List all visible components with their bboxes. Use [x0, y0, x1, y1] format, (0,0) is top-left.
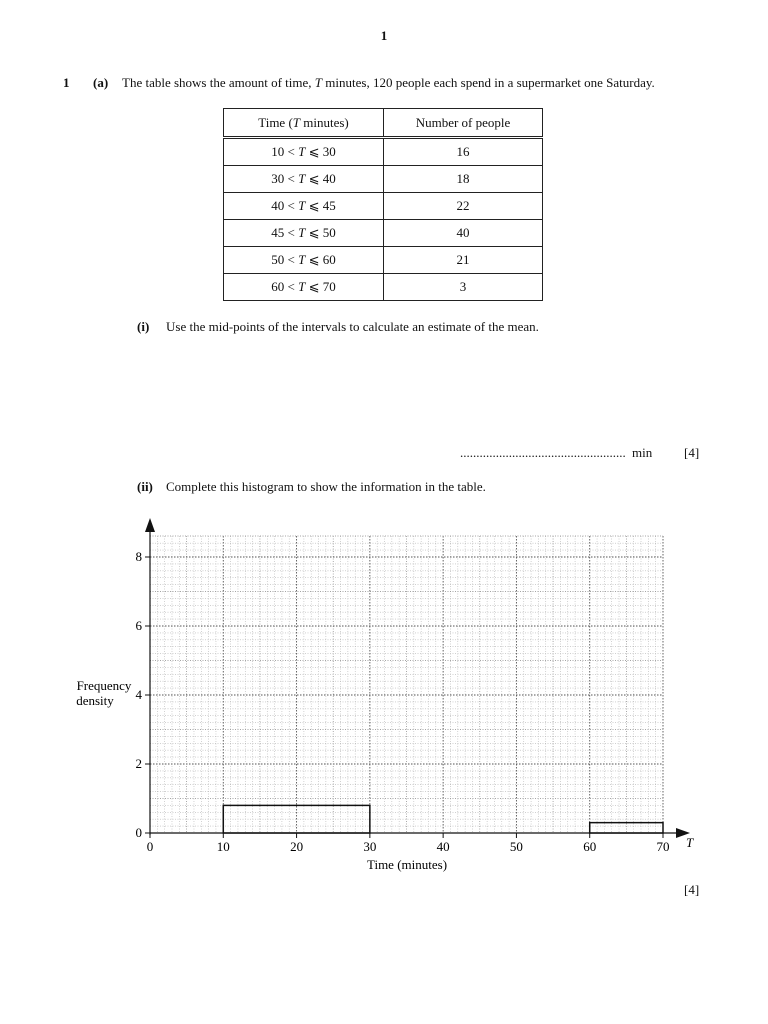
y-axis-arrow-icon [145, 518, 155, 532]
header-time: Time (T minutes) [224, 109, 384, 138]
answer-dots[interactable]: ................................................... [460, 445, 626, 460]
x-axis-label: Time (minutes) [366, 857, 448, 872]
x-tick-label: 30 [363, 839, 377, 854]
people-count-cell: 22 [384, 193, 543, 220]
x-axis-variable: T [686, 835, 694, 850]
x-tick-label: 20 [290, 839, 304, 854]
y-tick-label: 8 [135, 549, 142, 564]
time-interval-cell: 50 < T ⩽ 60 [224, 247, 384, 274]
part-i-label: (i) [137, 319, 150, 334]
part-i-marks: [4] [684, 445, 700, 460]
answer-unit: min [632, 445, 653, 460]
page-number: 1 [380, 28, 388, 43]
part-ii-marks: [4] [684, 882, 700, 897]
people-count-cell: 40 [384, 220, 543, 247]
time-interval-cell: 60 < T ⩽ 70 [224, 274, 384, 301]
question-number: 1 [63, 75, 70, 90]
time-interval-cell: 40 < T ⩽ 45 [224, 193, 384, 220]
question-text-variable: T [314, 75, 323, 90]
header-people: Number of people [384, 109, 543, 138]
x-tick-label: 50 [509, 839, 523, 854]
x-tick-label: 70 [656, 839, 670, 854]
people-count-cell: 18 [384, 166, 543, 193]
x-tick-label: 40 [436, 839, 450, 854]
question-part-label: (a) [93, 75, 109, 90]
chart-axes [145, 518, 690, 838]
people-count-cell: 3 [384, 274, 543, 301]
question-text-start: The table shows the amount of time, [122, 75, 315, 90]
time-interval-cell: 30 < T ⩽ 40 [224, 166, 384, 193]
part-i-text: Use the mid-points of the intervals to calculate an estimate of the mean. [166, 319, 539, 334]
y-tick-label: 6 [135, 618, 142, 633]
x-tick-label: 10 [216, 839, 230, 854]
people-count-cell: 21 [384, 247, 543, 274]
grid-mid-lines [150, 536, 663, 833]
time-interval-cell: 10 < T ⩽ 30 [224, 138, 384, 166]
y-tick-label: 4 [135, 687, 142, 702]
y-tick-label: 2 [135, 756, 142, 771]
people-count-cell: 16 [384, 138, 543, 166]
y-tick-label: 0 [135, 825, 142, 840]
x-tick-label: 0 [146, 839, 154, 854]
time-interval-cell: 45 < T ⩽ 50 [224, 220, 384, 247]
y-axis-label-line2: density [76, 693, 114, 708]
part-ii-text: Complete this histogram to show the information in the table. [166, 479, 486, 494]
question-text-end: minutes, 120 people each spend in a supermarket one Saturday. [322, 75, 655, 90]
x-tick-label: 60 [583, 839, 597, 854]
part-ii-label: (ii) [137, 479, 153, 494]
y-axis-label-line1: Frequency [76, 678, 132, 693]
